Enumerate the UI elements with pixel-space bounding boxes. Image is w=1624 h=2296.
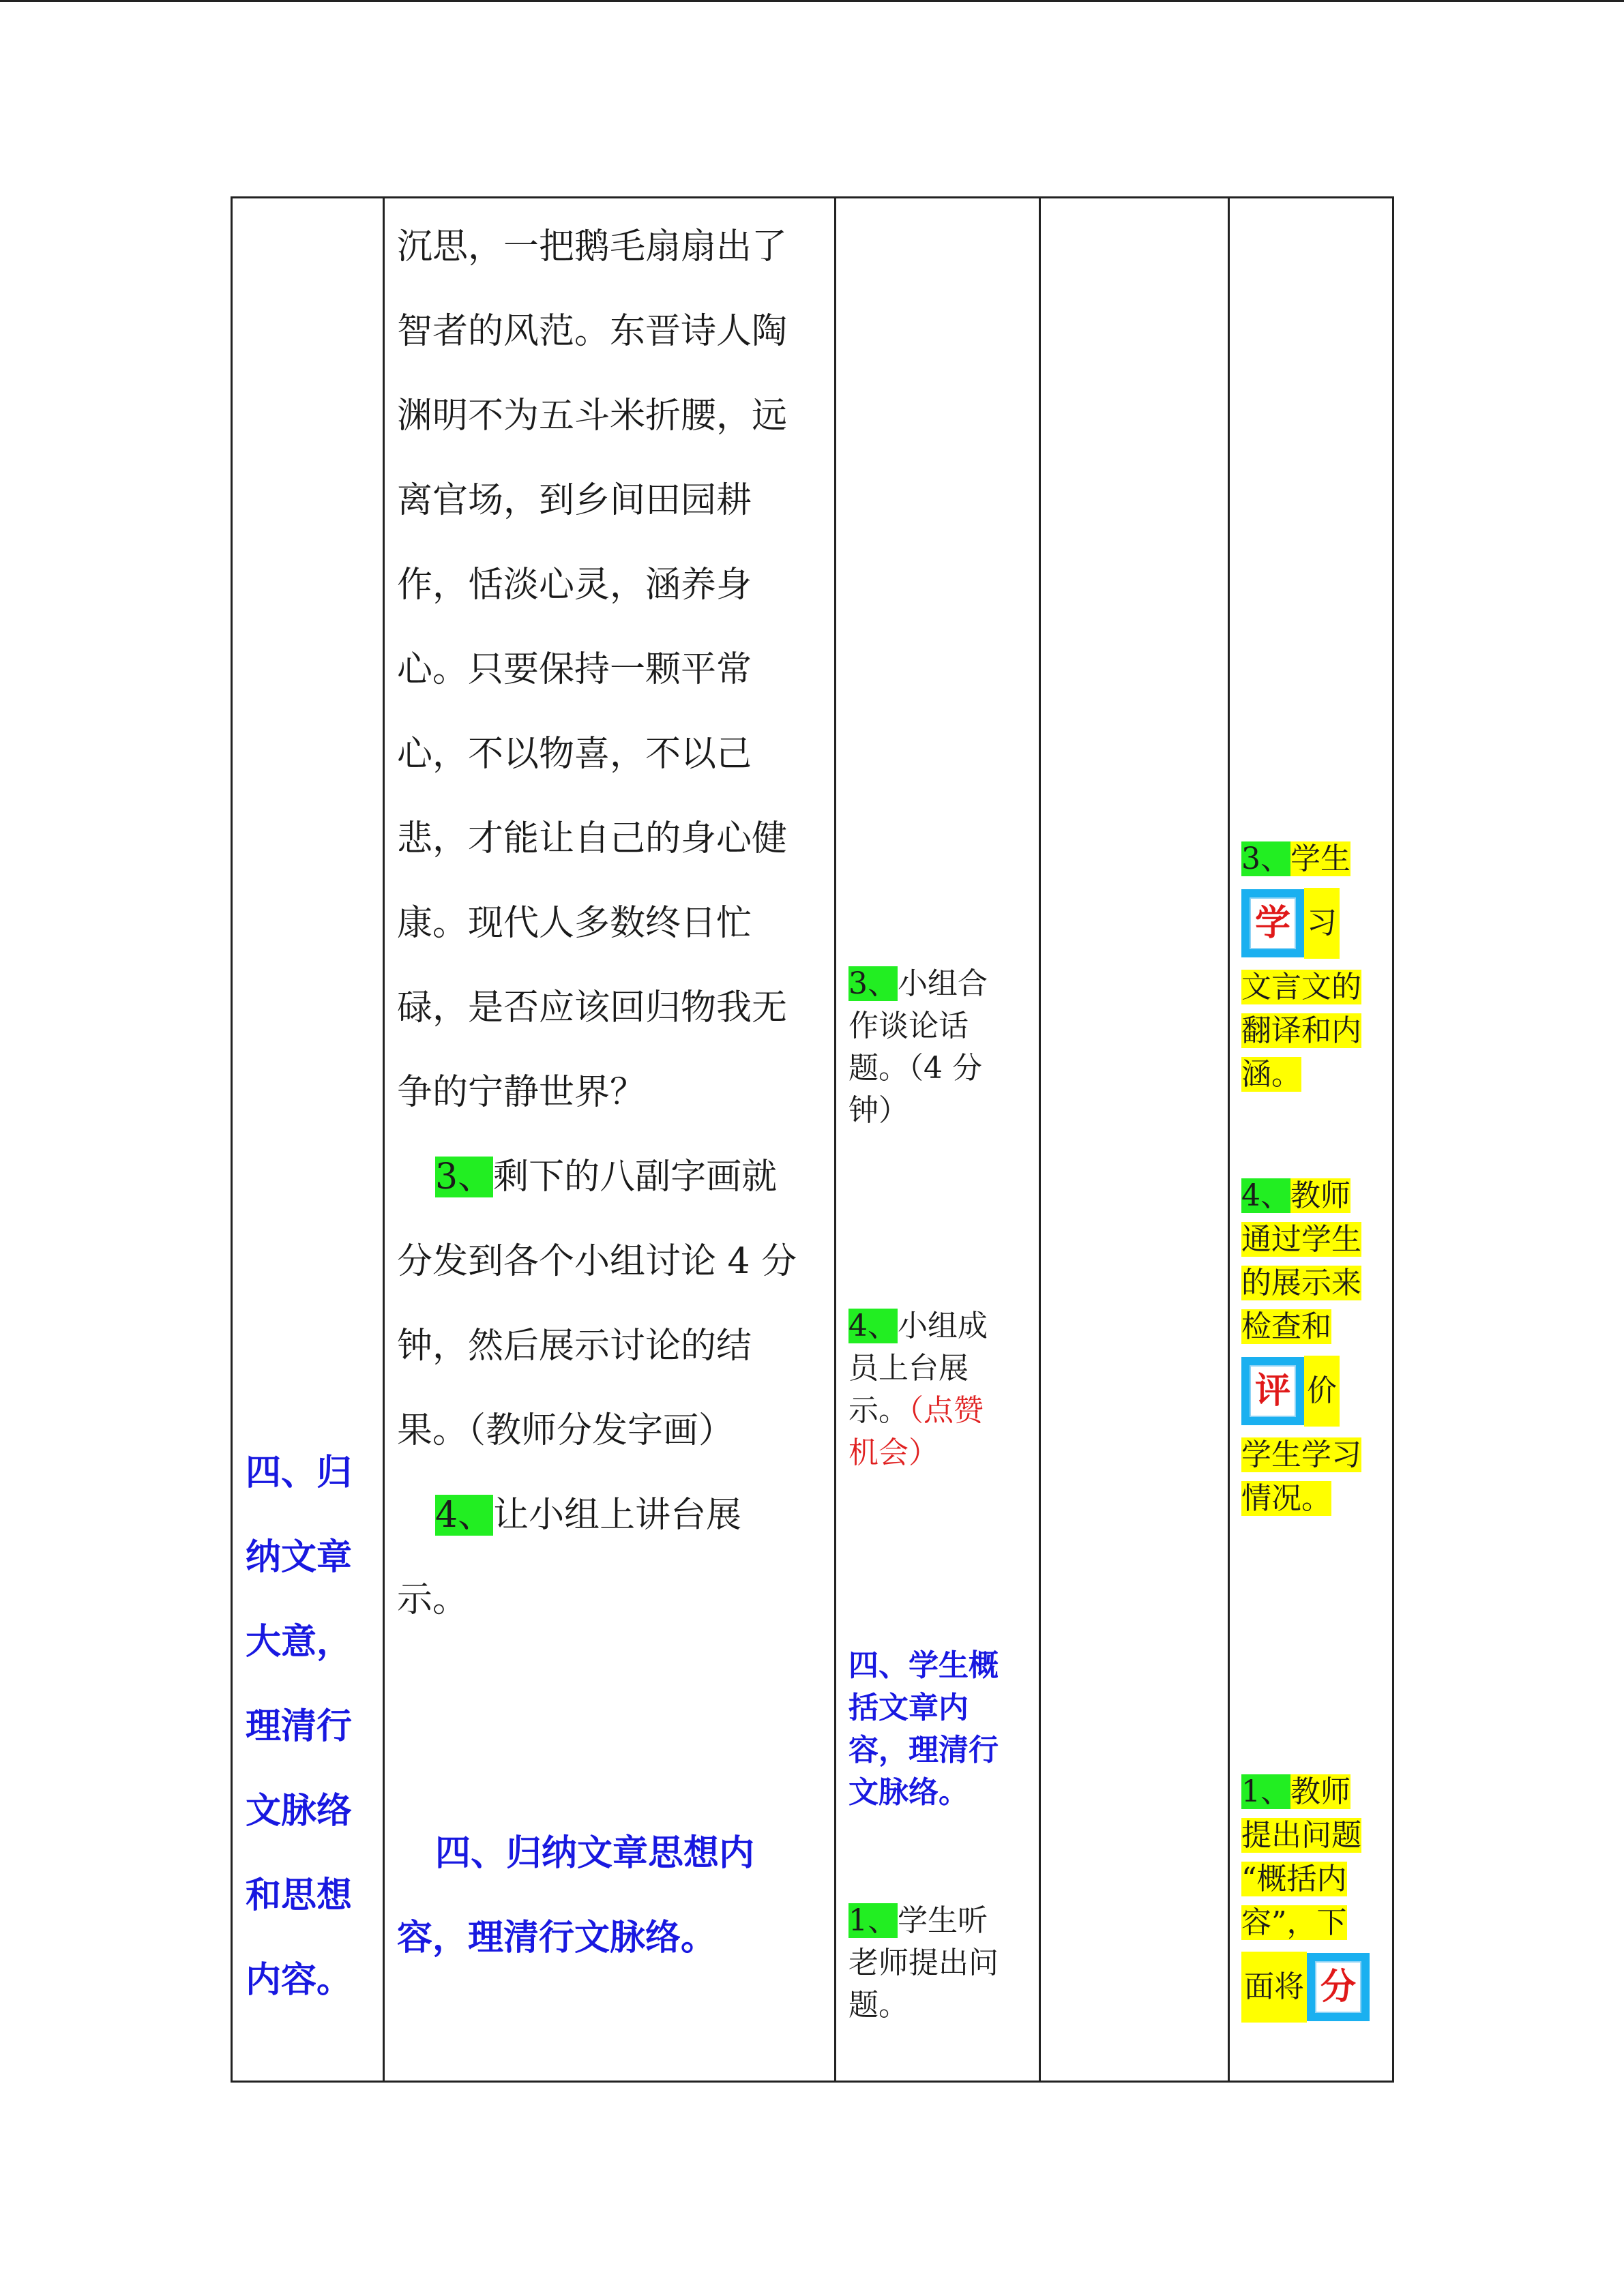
- intent-line: [1241, 1858, 1388, 1901]
- intent-text: 检查和: [1241, 1309, 1331, 1344]
- intent-text: 情况。: [1241, 1481, 1331, 1516]
- intent-line: [1241, 1433, 1388, 1477]
- stage-title-line: 内容。: [246, 1959, 353, 2001]
- step-number-badge: 3、: [848, 966, 898, 1001]
- content-line: 离官场，到乡间田园耕: [397, 480, 752, 521]
- activity-line: [848, 1305, 1033, 1347]
- intent-line: [1241, 1174, 1388, 1218]
- stage-title-line: 理清行: [246, 1705, 353, 1747]
- step4-line: [397, 1473, 833, 1557]
- stage-title-cell: [246, 1431, 382, 2023]
- evaluate-character: 评: [1250, 1365, 1296, 1417]
- activity-line: 机会）: [848, 1435, 939, 1470]
- content-line: 沉思，一把鹅毛扇扇出了: [397, 226, 788, 267]
- table-border-col1-left: [231, 196, 233, 2083]
- step-number-badge: 3、: [435, 1157, 494, 1197]
- design-intent-4: [1241, 1174, 1388, 1521]
- intent-text: 翻译和内: [1241, 1013, 1361, 1048]
- stage-title-line: 和思想: [246, 1875, 353, 1916]
- content-line: 悲，才能让自己的身心健: [397, 818, 788, 859]
- table-border-col5-left: [1228, 196, 1230, 2083]
- step-number-badge: 4、: [848, 1309, 898, 1343]
- content-line: 钟，然后展示讨论的结: [397, 1326, 752, 1367]
- stage-title-line: 纳文章: [246, 1536, 353, 1578]
- activity-line: [848, 963, 1033, 1005]
- page-top-border: [0, 0, 1624, 2]
- intent-line: [1241, 1053, 1388, 1097]
- heading-line: 四、学生概: [848, 1648, 999, 1683]
- intent-text: 的展示来: [1241, 1266, 1361, 1300]
- intent-text: 教师: [1290, 1178, 1350, 1213]
- activity-line: 作谈论话: [848, 1009, 969, 1043]
- activity-line: 员上台展: [848, 1351, 969, 1386]
- intent-text: 教师: [1290, 1774, 1350, 1809]
- content-line: 争的宁静世界？: [397, 1072, 646, 1113]
- table-border-col4-left: [1039, 196, 1041, 2083]
- content-line: 心，不以物喜，不以己: [397, 734, 752, 775]
- activity-line: 钟）: [848, 1093, 909, 1128]
- section-heading-line: 容，理清行文脉络。: [397, 1917, 717, 1958]
- intent-text: 学生: [1290, 841, 1350, 876]
- intent-line: [1241, 1218, 1388, 1262]
- activity-line: 题。: [848, 1988, 909, 2023]
- activity-text: 示。: [848, 1393, 909, 1428]
- table-bottom-border: [231, 2081, 1394, 2083]
- student-activity-1: [848, 1900, 1033, 2027]
- divide-character: 分: [1315, 1961, 1361, 2013]
- study-character: 学: [1250, 897, 1296, 949]
- evaluate-character-icon: [1241, 1357, 1304, 1425]
- heading-line: 括文章内: [848, 1690, 969, 1725]
- intent-text: 文言文的: [1241, 970, 1361, 1004]
- intent-text: 学生学习: [1241, 1437, 1361, 1472]
- study-character-icon: [1241, 889, 1304, 957]
- content-line: 分发到各个小组讨论 4 分: [397, 1241, 797, 1282]
- step-number-badge: 1、: [848, 1903, 898, 1938]
- intent-line: [1241, 1009, 1388, 1053]
- content-line: 碌，是否应该回归物我无: [397, 987, 788, 1028]
- activity-text: 学生听: [898, 1903, 988, 1938]
- intent-text: 面将: [1241, 1952, 1307, 2023]
- stage-title-line: 四、归: [246, 1452, 353, 1493]
- intent-text: 通过学生: [1241, 1222, 1361, 1257]
- icon-row: [1241, 1945, 1388, 2029]
- step-number-badge: 3、: [1241, 841, 1290, 876]
- section-heading-line: 四、归纳文章思想内: [435, 1832, 755, 1874]
- design-intent-1: [1241, 1770, 1388, 2029]
- student-activity-3: [848, 963, 1033, 1132]
- spacer: [397, 1642, 833, 1811]
- intent-text: 习: [1304, 888, 1340, 959]
- content-line: 心。只要保持一颗平常: [397, 649, 752, 690]
- icon-row: [1241, 881, 1388, 966]
- step-number-badge: 1、: [1241, 1774, 1290, 1809]
- icon-row: [1241, 1349, 1388, 1433]
- intent-line: [1241, 1477, 1388, 1521]
- activity-text: 小组合: [898, 966, 988, 1001]
- stage-title-line: 大意，: [246, 1621, 353, 1663]
- intent-text: 价: [1304, 1356, 1340, 1427]
- divide-character-icon: [1307, 1953, 1370, 2021]
- step-number-badge: 4、: [435, 1495, 494, 1536]
- step-text: 让小组上讲台展: [493, 1495, 742, 1536]
- table-border-right: [1392, 196, 1394, 2083]
- table-border-col3-left: [834, 196, 836, 2083]
- step3-line: [397, 1135, 833, 1219]
- table-border-col2-left: [383, 196, 385, 2083]
- activity-text: 小组成: [898, 1309, 988, 1343]
- intent-line: [1241, 1814, 1388, 1858]
- activity-line: 题。（4 分: [848, 1051, 982, 1086]
- content-line: 渊明不为五斗米折腰，远: [397, 396, 788, 436]
- intent-line: [1241, 837, 1388, 881]
- student-activity-4: [848, 1305, 1033, 1474]
- intent-line: [1241, 1262, 1388, 1305]
- activity-line: 老师提出问: [848, 1945, 999, 1980]
- intent-line: [1241, 1901, 1388, 1945]
- intent-text: 容”，下: [1241, 1905, 1347, 1940]
- student-section-heading: [848, 1645, 1033, 1814]
- intent-text: 提出问题: [1241, 1818, 1361, 1853]
- intent-line: [1241, 1305, 1388, 1349]
- intent-text: 涵。: [1241, 1057, 1301, 1092]
- intent-line: [1241, 1770, 1388, 1814]
- table-top-border: [231, 196, 1394, 198]
- content-line: 康。现代人多数终日忙: [397, 903, 752, 944]
- step-text: 剩下的八副字画就: [493, 1157, 778, 1197]
- intent-line: [1241, 966, 1388, 1009]
- intent-text: “概括内: [1241, 1862, 1347, 1896]
- content-line: 智者的风范。东晋诗人陶: [397, 311, 788, 352]
- teaching-content-cell: [397, 205, 833, 1980]
- stage-title-line: 文脉络: [246, 1790, 353, 1832]
- highlight-text: （点赞: [909, 1393, 984, 1428]
- content-line: 示。: [397, 1579, 469, 1620]
- content-line: 作，恬淡心灵，涵养身: [397, 565, 752, 606]
- content-line: 果。（教师分发字画）: [397, 1410, 735, 1451]
- activity-line: [848, 1900, 1033, 1942]
- design-intent-3: [1241, 837, 1388, 1097]
- activity-line: [848, 1390, 1033, 1432]
- step-number-badge: 4、: [1241, 1178, 1290, 1213]
- heading-line: 容，理清行: [848, 1733, 999, 1768]
- heading-line: 文脉络。: [848, 1775, 969, 1810]
